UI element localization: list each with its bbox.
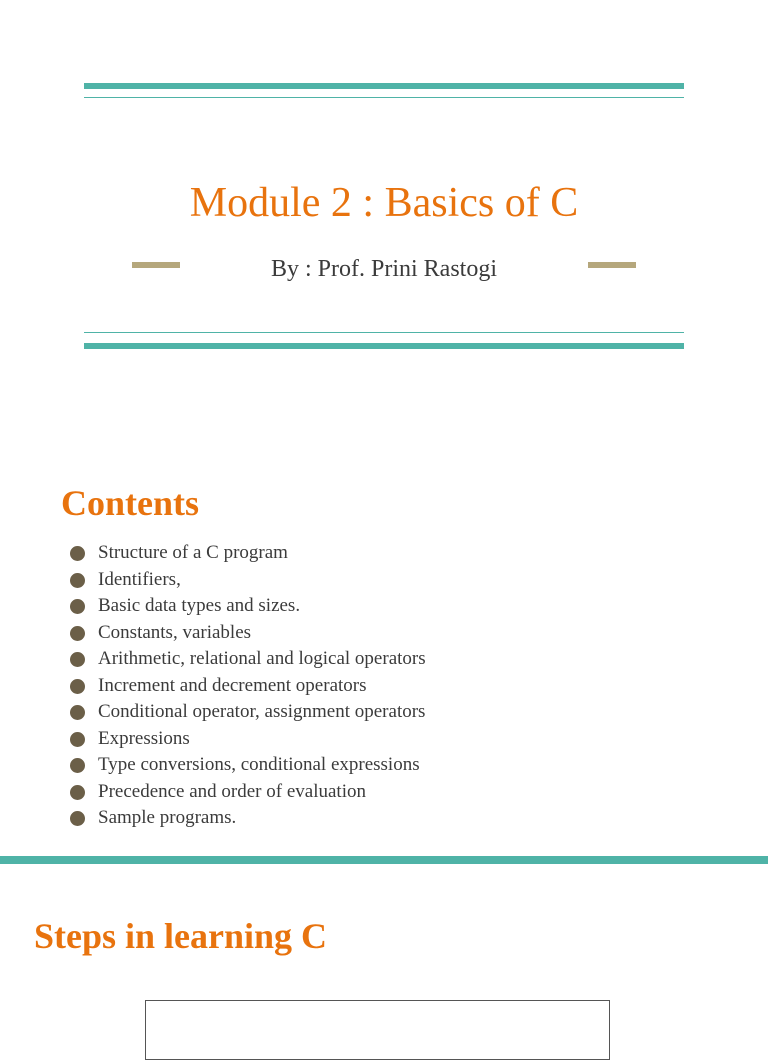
top-thick-rule <box>84 83 684 89</box>
list-item-text: Structure of a C program <box>98 542 288 563</box>
list-item <box>70 646 670 673</box>
list-item <box>70 567 670 594</box>
list-item <box>70 726 670 753</box>
bullet-icon <box>70 599 85 614</box>
list-item <box>70 779 670 806</box>
bullet-icon <box>70 758 85 773</box>
author-byline: By : Prof. Prini Rastogi <box>270 256 498 282</box>
list-item <box>70 673 670 700</box>
right-decorative-dash <box>588 262 636 268</box>
list-item-text: Basic data types and sizes. <box>98 595 301 616</box>
steps-diagram-box <box>145 1000 610 1060</box>
list-item-text: Arithmetic, relational and logical operators <box>98 648 426 669</box>
list-item-text: Type conversions, conditional expressions <box>98 754 420 775</box>
contents-list <box>70 540 670 832</box>
list-item-text: Increment and decrement operators <box>98 674 367 696</box>
list-item <box>70 752 670 779</box>
list-item <box>70 593 670 620</box>
bullet-icon <box>70 732 85 747</box>
list-item-text: Sample programs. <box>98 807 237 828</box>
list-item-text: Precedence and order of evaluation <box>98 780 366 802</box>
list-item <box>70 540 670 567</box>
bullet-icon <box>70 546 85 561</box>
bullet-icon <box>70 811 85 826</box>
bottom-thin-rule <box>84 332 684 333</box>
list-item-text: Conditional operator, assignment operators <box>98 701 426 722</box>
list-item-text: Expressions <box>98 727 190 749</box>
bottom-thick-rule <box>84 343 684 349</box>
contents-heading: Contents <box>61 483 200 523</box>
list-item-text: Identifiers, <box>98 568 181 590</box>
bullet-icon <box>70 705 85 720</box>
top-thin-rule <box>84 97 684 98</box>
bullet-icon <box>70 785 85 800</box>
slide-title: Module 2 : Basics of C <box>189 180 579 226</box>
steps-heading: Steps in learning C <box>34 916 328 956</box>
bullet-icon <box>70 652 85 667</box>
list-item <box>70 620 670 647</box>
bullet-icon <box>70 626 85 641</box>
bullet-icon <box>70 679 85 694</box>
list-item-text: Constants, variables <box>98 621 252 643</box>
bullet-icon <box>70 573 85 588</box>
slide-divider <box>0 856 768 864</box>
list-item <box>70 699 670 726</box>
list-item <box>70 805 670 832</box>
